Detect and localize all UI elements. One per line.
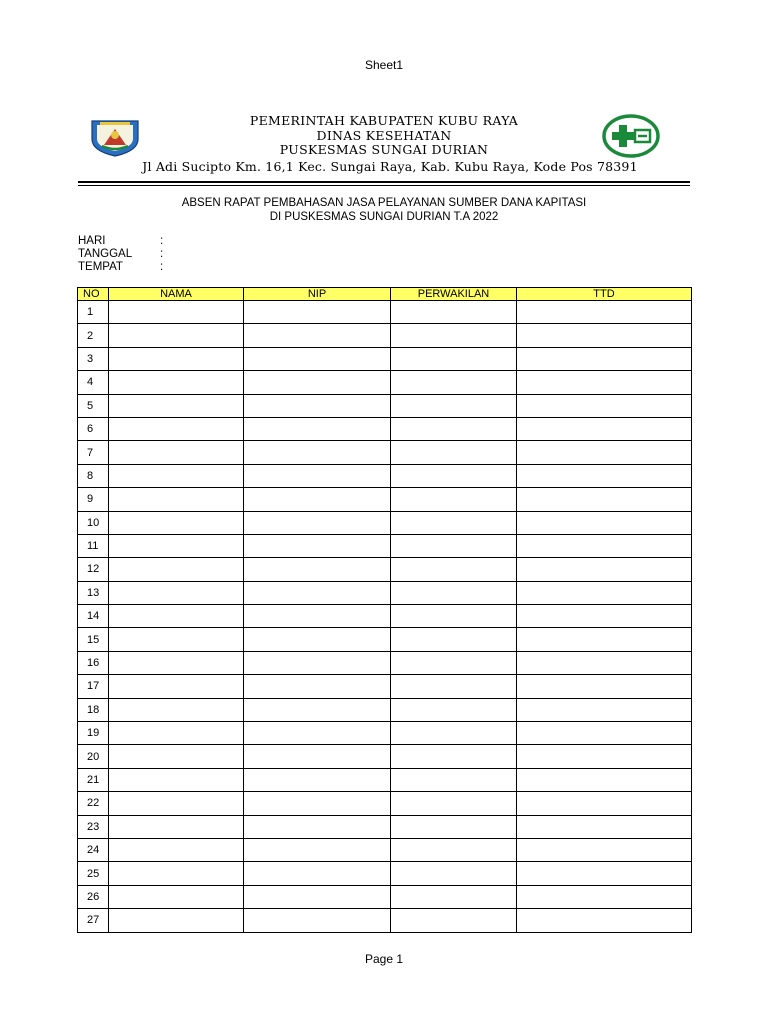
ttd-cell [517,792,692,815]
perwakilan-cell [391,909,517,932]
perwakilan-cell [391,815,517,838]
ttd-cell [517,885,692,908]
nip-cell [244,534,391,557]
info-separator: : [160,248,164,260]
perwakilan-cell [391,768,517,791]
column-header-perwakilan: PERWAKILAN [391,288,517,301]
perwakilan-cell [391,488,517,511]
nip-cell [244,909,391,932]
ttd-cell [517,838,692,861]
nip-cell [244,768,391,791]
document-title-line2: DI PUSKESMAS SUNGAI DURIAN T.A 2022 [269,210,499,223]
row-number: 27 [78,909,109,932]
nip-cell [244,815,391,838]
table-row [78,722,692,745]
letterhead-institution: PUSKESMAS SUNGAI DURIAN [279,142,489,157]
table-row [78,745,692,768]
table-row [78,488,692,511]
ttd-cell [517,511,692,534]
row-number: 21 [78,768,109,791]
ttd-cell [517,651,692,674]
nip-cell [244,628,391,651]
table-row [78,441,692,464]
nama-cell [109,581,244,604]
ttd-cell [517,768,692,791]
nip-cell [244,511,391,534]
perwakilan-cell [391,675,517,698]
ttd-cell [517,371,692,394]
perwakilan-cell [391,394,517,417]
info-label: TEMPAT [78,261,123,273]
nama-cell [109,815,244,838]
row-number: 3 [78,347,109,370]
nama-cell [109,909,244,932]
nama-cell [109,324,244,347]
table-row [78,885,692,908]
table-row [78,301,692,324]
nip-cell [244,441,391,464]
nip-cell [244,651,391,674]
table-row [78,675,692,698]
nama-cell [109,675,244,698]
nama-cell [109,347,244,370]
table-row [78,651,692,674]
nip-cell [244,722,391,745]
nip-cell [244,838,391,861]
perwakilan-cell [391,651,517,674]
perwakilan-cell [391,792,517,815]
page-number: Page 1 [364,952,404,966]
column-header-nama: NAMA [109,288,244,301]
nip-cell [244,464,391,487]
nip-cell [244,488,391,511]
table-row [78,862,692,885]
nip-cell [244,698,391,721]
nama-cell [109,651,244,674]
table-row [78,768,692,791]
ttd-cell [517,301,692,324]
nama-cell [109,605,244,628]
perwakilan-cell [391,862,517,885]
info-label: TANGGAL [78,248,133,260]
nama-cell [109,768,244,791]
ttd-cell [517,488,692,511]
nama-cell [109,862,244,885]
table-row [78,324,692,347]
table-row [78,698,692,721]
nama-cell [109,558,244,581]
ttd-cell [517,558,692,581]
nama-cell [109,792,244,815]
attendance-table [77,287,692,933]
ttd-cell [517,324,692,347]
nip-cell [244,301,391,324]
table-row [78,347,692,370]
nama-cell [109,698,244,721]
nama-cell [109,371,244,394]
info-row-date [78,248,163,261]
table-header-row [78,288,692,301]
table-row [78,464,692,487]
row-number: 8 [78,464,109,487]
ttd-cell [517,862,692,885]
info-row-place [78,261,163,274]
info-separator: : [160,261,164,273]
ttd-cell [517,347,692,370]
nama-cell [109,885,244,908]
row-number: 16 [78,651,109,674]
nama-cell [109,745,244,768]
row-number: 26 [78,885,109,908]
table-row [78,558,692,581]
ttd-cell [517,464,692,487]
document-title [0,197,768,224]
table-row [78,511,692,534]
nip-cell [244,675,391,698]
letterhead [0,114,768,175]
letterhead-department: DINAS KESEHATAN [316,127,452,143]
ttd-cell [517,394,692,417]
ttd-cell [517,441,692,464]
nip-cell [244,792,391,815]
info-row-day [78,235,163,248]
row-number: 4 [78,371,109,394]
ttd-cell [517,534,692,557]
sheet-title: Sheet1 [364,58,404,72]
perwakilan-cell [391,534,517,557]
ttd-cell [517,815,692,838]
perwakilan-cell [391,301,517,324]
letterhead-address: Jl Adi Sucipto Km. 16,1 Kec. Sungai Raya, Kab. Kubu Raya, Kode Pos 78391 [142,158,638,174]
nip-cell [244,558,391,581]
row-number: 12 [78,558,109,581]
table-row [78,605,692,628]
nama-cell [109,301,244,324]
perwakilan-cell [391,885,517,908]
perwakilan-cell [391,464,517,487]
table-row [78,838,692,861]
nip-cell [244,745,391,768]
info-label: HARI [78,235,106,247]
nip-cell [244,394,391,417]
table-row [78,534,692,557]
perwakilan-cell [391,558,517,581]
perwakilan-cell [391,511,517,534]
nip-cell [244,581,391,604]
nama-cell [109,417,244,440]
letterhead-divider-thin [78,185,690,186]
table-row [78,628,692,651]
perwakilan-cell [391,628,517,651]
row-number: 2 [78,324,109,347]
document-title-line1: ABSEN RAPAT PEMBAHASAN JASA PELAYANAN SUMBER DANA KAPITASI [181,197,587,209]
meeting-info [78,235,163,274]
table-row [78,371,692,394]
row-number: 23 [78,815,109,838]
row-number: 7 [78,441,109,464]
nama-cell [109,722,244,745]
row-number: 19 [78,722,109,745]
ttd-cell [517,909,692,932]
perwakilan-cell [391,698,517,721]
perwakilan-cell [391,581,517,604]
nip-cell [244,324,391,347]
nip-cell [244,862,391,885]
nama-cell [109,464,244,487]
ttd-cell [517,417,692,440]
nip-cell [244,885,391,908]
column-header-no: NO [78,288,109,301]
row-number: 17 [78,675,109,698]
nama-cell [109,488,244,511]
row-number: 1 [78,301,109,324]
nip-cell [244,417,391,440]
nip-cell [244,605,391,628]
perwakilan-cell [391,441,517,464]
nip-cell [244,371,391,394]
perwakilan-cell [391,347,517,370]
table-row [78,417,692,440]
nama-cell [109,838,244,861]
row-number: 10 [78,511,109,534]
nama-cell [109,441,244,464]
row-number: 22 [78,792,109,815]
perwakilan-cell [391,417,517,440]
perwakilan-cell [391,605,517,628]
row-number: 13 [78,581,109,604]
nip-cell [244,347,391,370]
row-number: 25 [78,862,109,885]
row-number: 24 [78,838,109,861]
letterhead-government: PEMERINTAH KABUPATEN KUBU RAYA [249,113,519,128]
table-row [78,581,692,604]
letterhead-divider-thick [78,181,690,183]
ttd-cell [517,745,692,768]
perwakilan-cell [391,371,517,394]
nama-cell [109,534,244,557]
info-separator: : [160,235,164,247]
nama-cell [109,628,244,651]
row-number: 18 [78,698,109,721]
ttd-cell [517,698,692,721]
perwakilan-cell [391,722,517,745]
ttd-cell [517,722,692,745]
table-row [78,815,692,838]
row-number: 15 [78,628,109,651]
perwakilan-cell [391,324,517,347]
nama-cell [109,394,244,417]
row-number: 14 [78,605,109,628]
row-number: 5 [78,394,109,417]
column-header-ttd: TTD [517,288,692,301]
perwakilan-cell [391,838,517,861]
ttd-cell [517,581,692,604]
column-header-nip: NIP [244,288,391,301]
ttd-cell [517,628,692,651]
row-number: 6 [78,417,109,440]
row-number: 11 [78,534,109,557]
nama-cell [109,511,244,534]
table-row [78,394,692,417]
ttd-cell [517,605,692,628]
ttd-cell [517,675,692,698]
perwakilan-cell [391,745,517,768]
row-number: 20 [78,745,109,768]
row-number: 9 [78,488,109,511]
table-row [78,792,692,815]
table-row [78,909,692,932]
